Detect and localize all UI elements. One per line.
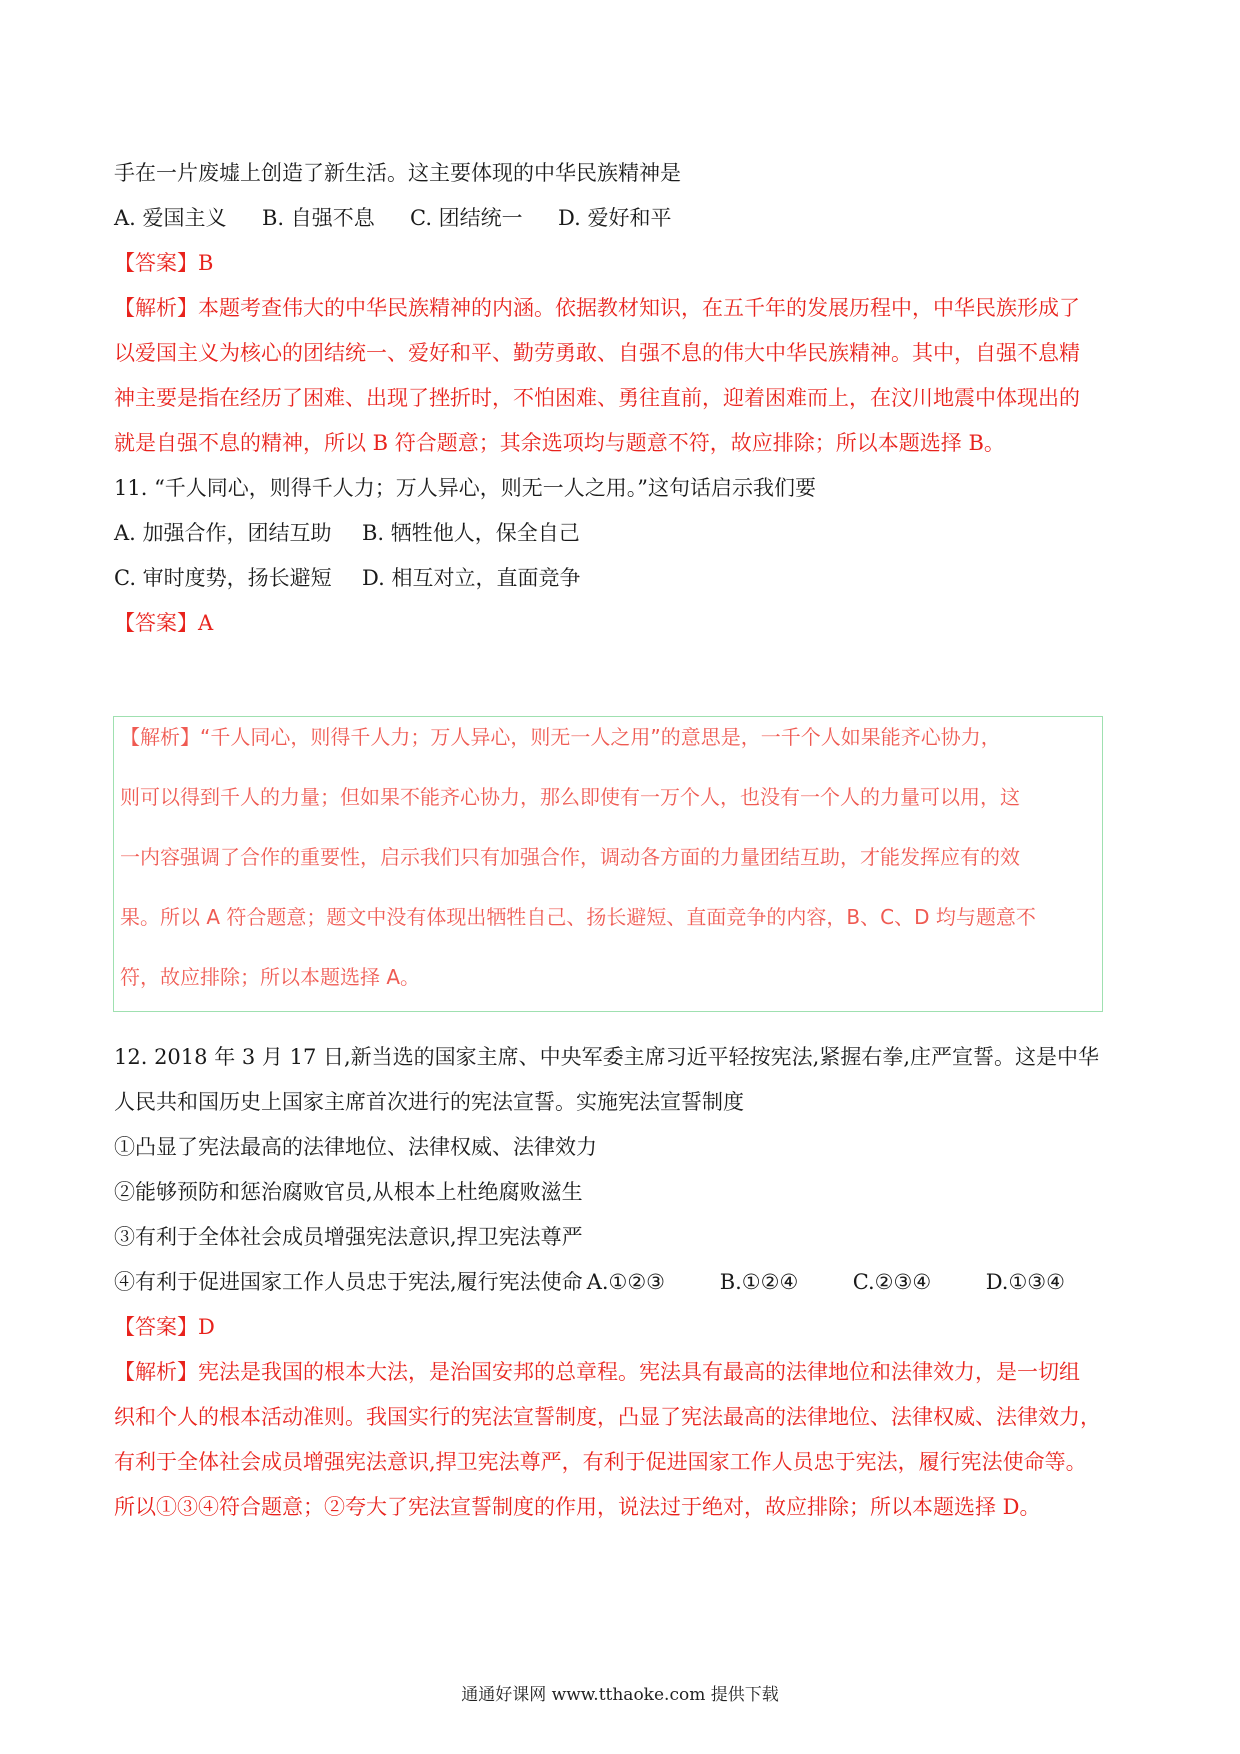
q12-statement: ③有利于全体社会成员增强宪法意识,捍卫宪法尊严	[114, 1225, 583, 1249]
q10-stem: 手在一片废墟上创造了新生活。这主要体现的中华民族精神是	[114, 161, 681, 185]
q10-answer	[114, 248, 1134, 278]
q12-statement: ①凸显了宪法最高的法律地位、法律权威、法律效力	[114, 1135, 597, 1159]
q10-option-c: C. 团结统一	[410, 206, 523, 230]
q11-option-b: B. 牺牲他人，保全自己	[362, 521, 580, 545]
q12-stem-line: 人民共和国历史上国家主席首次进行的宪法宣誓。实施宪法宣誓制度	[114, 1090, 744, 1114]
q10-option-d: D. 爱好和平	[558, 206, 672, 230]
q11-analysis-line: 果。所以 A 符合题意；题文中没有体现出牺牲自己、扬长避短、直面竞争的内容，B、C、D 均与题意不	[120, 905, 1036, 929]
q11-option-d: D. 相互对立，直面竞争	[362, 566, 581, 590]
q10-analysis-line	[114, 293, 1134, 323]
q12-option-d: D.①③④	[985, 1270, 1065, 1294]
analysis-label: 【解析】	[114, 1360, 198, 1384]
q10-analysis-line: 神主要是指在经历了困难、出现了挫折时，不怕困难、勇往直前，迎着困难而上，在汶川地震中体现出的	[114, 386, 1080, 410]
answer-value: B	[198, 251, 214, 275]
q12-option-b: B.①②④	[719, 1270, 799, 1294]
q12-answer	[114, 1312, 1134, 1342]
q11-analysis-line: 【解析】“千人同心，则得千人力；万人异心，则无一人之用”的意思是，一千个人如果能齐心协力，	[120, 725, 1001, 749]
q12-option-a: A.①②③	[586, 1270, 666, 1294]
analysis-text: 本题考查伟大的中华民族精神的内涵。依据教材知识，在五千年的发展历程中，中华民族形成了	[198, 296, 1080, 320]
q12-statement: ②能够预防和惩治腐败官员,从根本上杜绝腐败滋生	[114, 1180, 583, 1204]
answer-value: A	[198, 611, 214, 635]
q11-option-c: C. 审时度势，扬长避短	[114, 566, 332, 590]
q11-analysis-line: 符，故应排除；所以本题选择 A。	[120, 965, 421, 989]
q11-option-a: A. 加强合作，团结互助	[114, 521, 332, 545]
analysis-label: 【解析】	[114, 296, 198, 320]
answer-label: 【答案】	[114, 1315, 198, 1339]
q12-analysis-line	[114, 1357, 1134, 1387]
answer-label: 【答案】	[114, 611, 198, 635]
q12-option-c: C.②③④	[852, 1270, 932, 1294]
q12-stem-line: 12. 2018 年 3 月 17 日,新当选的国家主席、中央军委主席习近平轻按宪法,紧握右拳,庄严宣誓。这是中华	[114, 1045, 1099, 1069]
q12-statement: ④有利于促进国家工作人员忠于宪法,履行宪法使命	[114, 1270, 583, 1294]
answer-value: D	[198, 1315, 215, 1339]
analysis-text: 宪法是我国的根本大法，是治国安邦的总章程。宪法具有最高的法律地位和法律效力，是一切组	[198, 1360, 1080, 1384]
q10-option-a: A. 爱国主义	[114, 206, 227, 230]
q10-analysis-line: 就是自强不息的精神，所以 B 符合题意；其余选项均与题意不符，故应排除；所以本题选择 B。	[114, 431, 1005, 455]
q11-analysis-line: 则可以得到千人的力量；但如果不能齐心协力，那么即使有一万个人，也没有一个人的力量可以用，这	[120, 785, 1020, 809]
q12-analysis-line: 所以①③④符合题意；②夸大了宪法宣誓制度的作用，说法过于绝对，故应排除；所以本题选择 D。	[114, 1495, 1041, 1519]
q11-analysis-box	[113, 716, 1103, 1012]
q12-analysis-line: 有利于全体社会成员增强宪法意识,捍卫宪法尊严，有利于促进国家工作人员忠于宪法，履行宪法使命等。	[114, 1450, 1087, 1474]
answer-label: 【答案】	[114, 251, 198, 275]
q11-options-row1	[114, 518, 1134, 548]
q10-options	[114, 203, 1134, 233]
q11-answer	[114, 608, 1134, 638]
q11-analysis-line: 一内容强调了合作的重要性，启示我们只有加强合作，调动各方面的力量团结互助，才能发挥应有的效	[120, 845, 1020, 869]
q12-statement-and-options	[114, 1267, 1134, 1297]
q10-option-b: B. 自强不息	[262, 206, 375, 230]
q10-analysis-line: 以爱国主义为核心的团结统一、爱好和平、勤劳勇敢、自强不息的伟大中华民族精神。其中，自强不息精	[114, 341, 1080, 365]
q12-analysis-line: 织和个人的根本活动准则。我国实行的宪法宣誓制度，凸显了宪法最高的法律地位、法律权威、法律效力，	[114, 1405, 1101, 1429]
q11-options-row2	[114, 563, 1134, 593]
page-footer: 通通好课网 www.tthaoke.com 提供下载	[461, 1685, 779, 1705]
q11-stem: 11. “千人同心，则得千人力；万人异心，则无一人之用。”这句话启示我们要	[114, 476, 817, 500]
